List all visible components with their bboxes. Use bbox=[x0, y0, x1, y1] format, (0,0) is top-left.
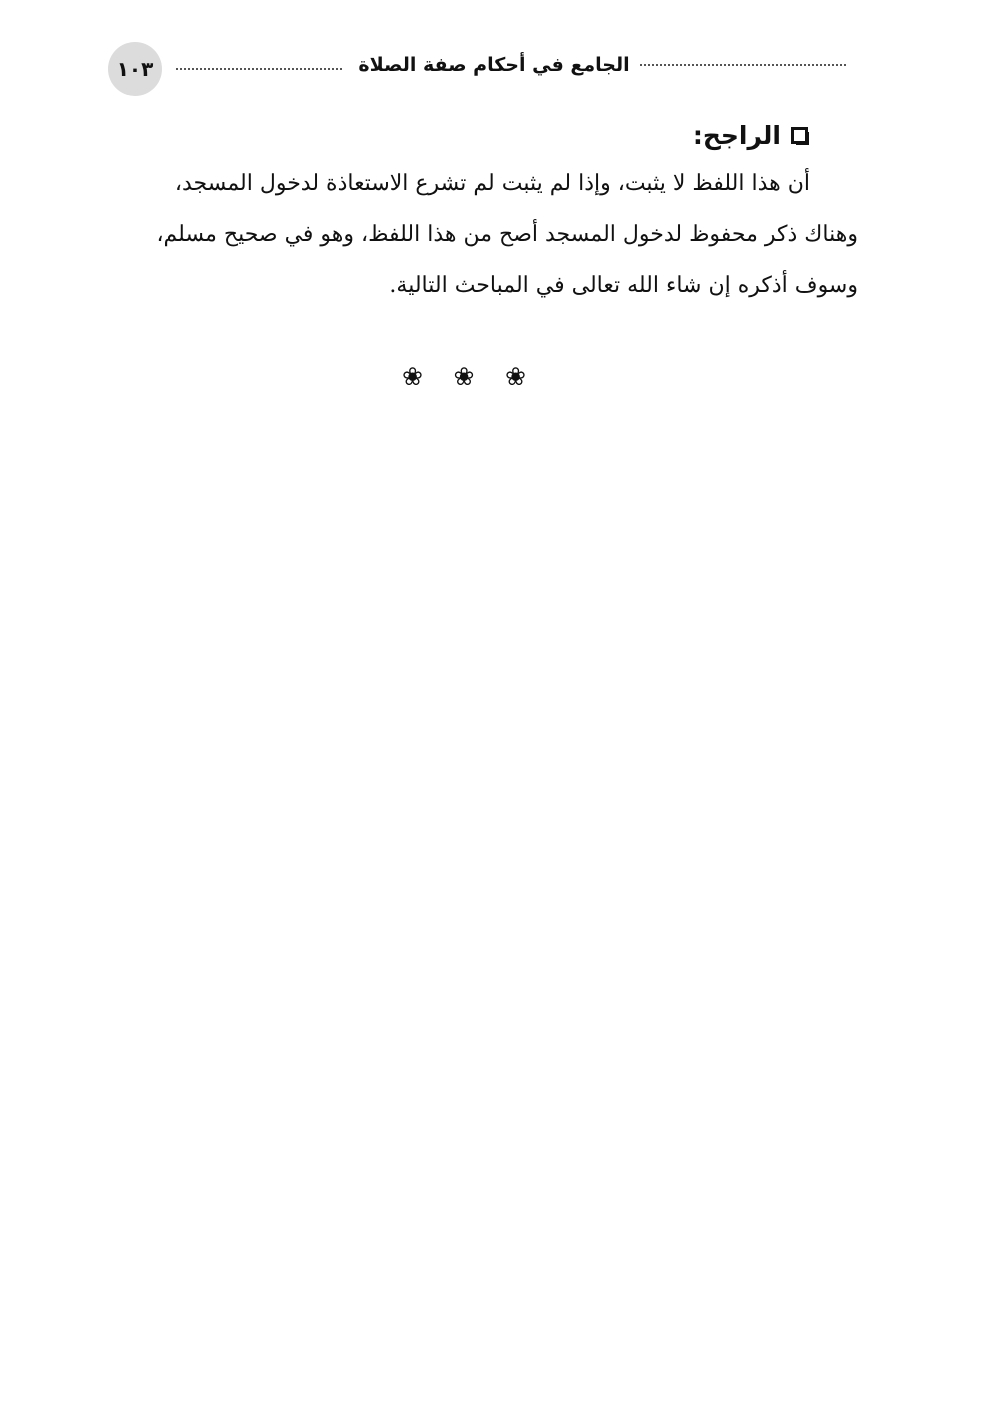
page-content bbox=[116, 112, 858, 311]
header-dotted-rule-right bbox=[640, 64, 846, 66]
flower-icon: ❀ bbox=[402, 362, 423, 391]
page-header bbox=[108, 40, 846, 96]
checkbox-bullet-icon bbox=[791, 127, 808, 144]
section-heading-label: الراجح: bbox=[692, 120, 781, 150]
section-heading bbox=[116, 112, 858, 158]
book-title: الجامع في أحكام صفة الصلاة bbox=[358, 54, 630, 76]
flower-icon: ❀ bbox=[453, 362, 475, 391]
paragraph-line: وسوف أذكره إن شاء الله تعالى في المباحث التالية. bbox=[389, 273, 858, 298]
page-number: ١٠٣ bbox=[108, 42, 162, 96]
section-divider-ornaments bbox=[402, 362, 526, 391]
header-dotted-rule-left bbox=[176, 68, 342, 70]
paragraph-line: أن هذا اللفظ لا يثبت، وإذا لم يثبت لم تشرع الاستعاذة لدخول المسجد، bbox=[174, 171, 810, 196]
paragraph-line: وهناك ذكر محفوظ لدخول المسجد أصح من هذا اللفظ، وهو في صحيح مسلم، bbox=[156, 222, 858, 247]
flower-icon: ❀ bbox=[505, 362, 526, 391]
